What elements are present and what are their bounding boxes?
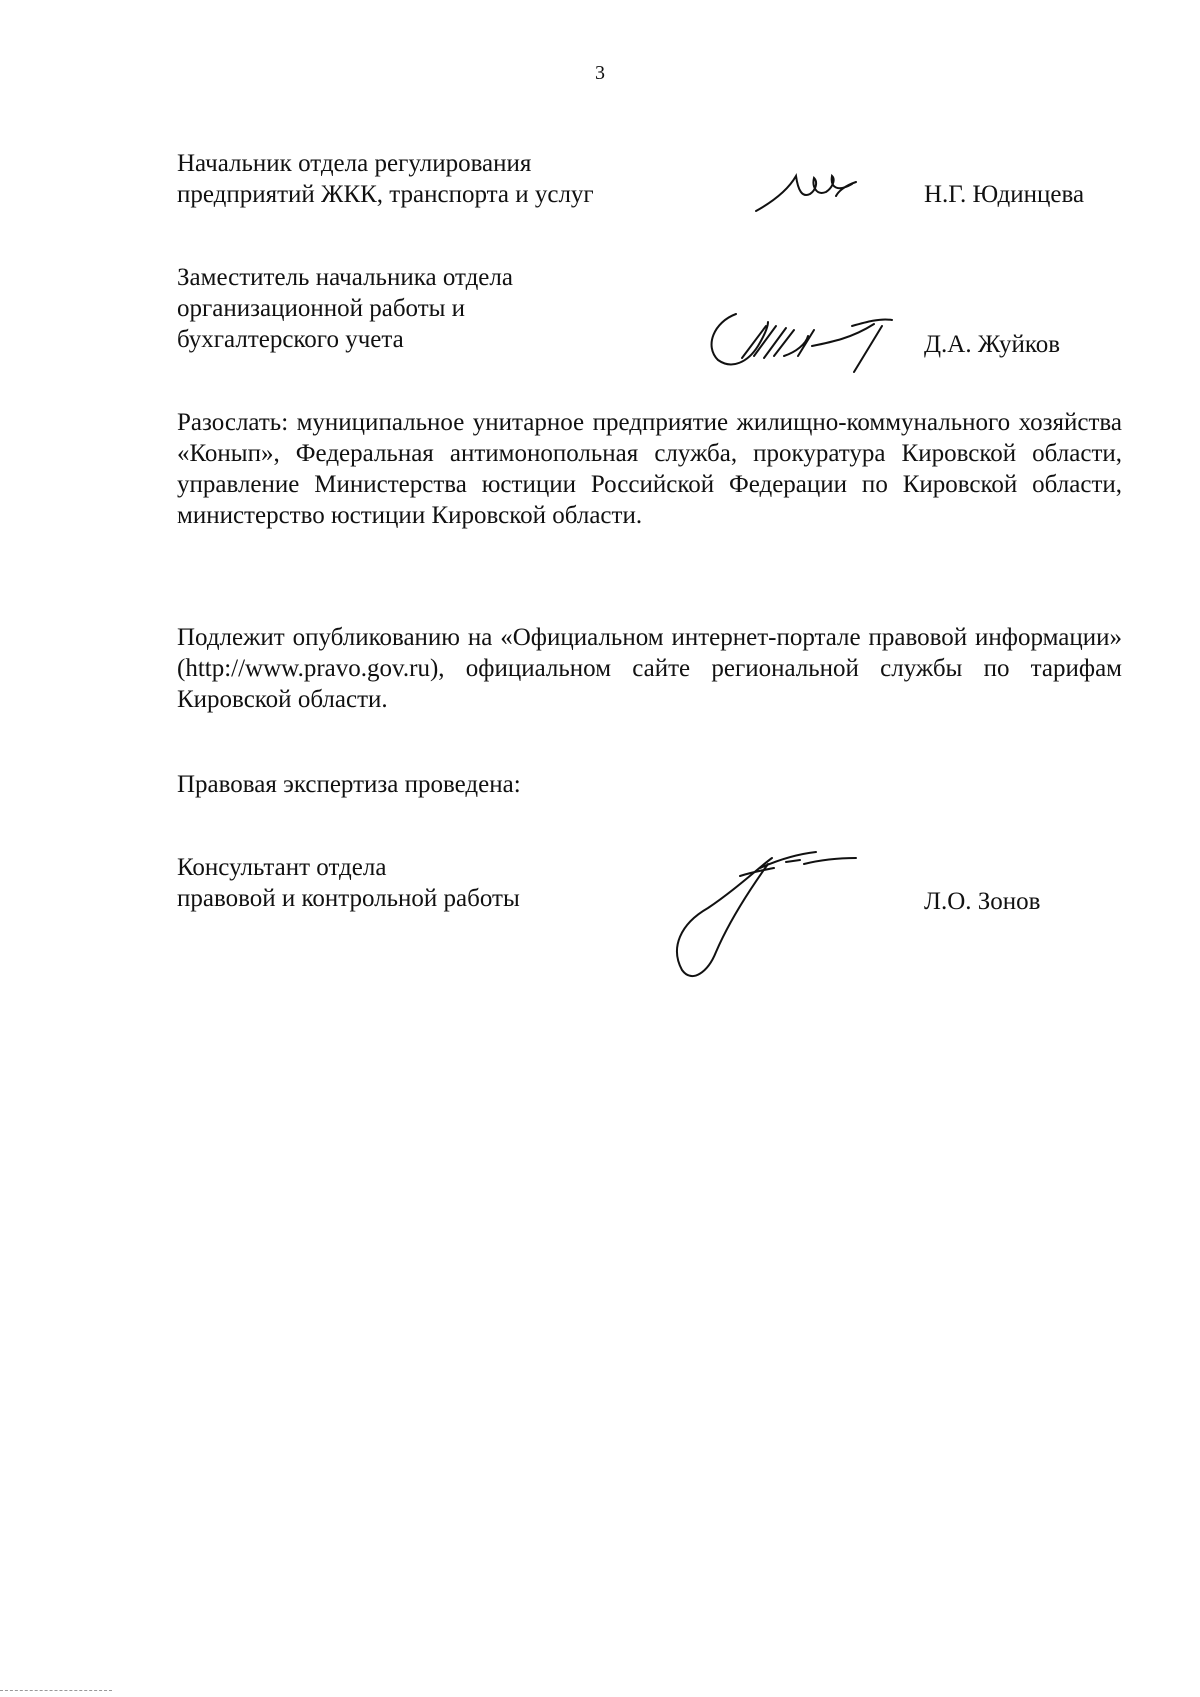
legal-review-position-line-2: правовой и контрольной работы <box>177 885 520 912</box>
legal-review-heading: Правовая экспертиза проведена: <box>177 771 521 798</box>
legal-review-position <box>177 852 520 914</box>
distribution-paragraph: Разослать: муниципальное унитарное предприятие жилищно-коммунального хозяйства «Конып», Федеральная антимонопольная служба, прокуратура Кировской области, управление Министерства юстиции Российской Федерации по Кировской области, министерство юстиции Кировской области. <box>177 409 1122 529</box>
signature-2 <box>702 300 902 380</box>
signatory-2-position-line-1: Заместитель начальника отдела <box>177 264 513 291</box>
signatory-1-position-line-1: Начальник отдела регулирования <box>177 150 532 177</box>
signature-1 <box>752 166 864 218</box>
legal-review-position-line-1: Консультант отдела <box>177 854 387 881</box>
legal-review-name: Л.О. Зонов <box>924 888 1041 915</box>
signatory-2-position-line-2: организационной работы и <box>177 295 466 322</box>
signatory-2-position-line-3: бухгалтерского учета <box>177 326 404 353</box>
signatory-1-position-line-2: предприятий ЖКК, транспорта и услуг <box>177 181 594 208</box>
scan-edge-mark <box>0 1690 112 1691</box>
publication-paragraph: Подлежит опубликованию на «Официальном интернет-портале правовой информации» (http://www.pravo.gov.ru), официальном сайте региональной службы по тарифам Кировской области. <box>177 624 1122 713</box>
signatory-2-name: Д.А. Жуйков <box>924 331 1061 358</box>
page-number: 3 <box>595 62 605 84</box>
signatory-1-position <box>177 148 594 210</box>
signatory-1-name: Н.Г. Юдинцева <box>924 181 1085 208</box>
signatory-2-position <box>177 262 513 355</box>
signature-3 <box>668 848 888 988</box>
